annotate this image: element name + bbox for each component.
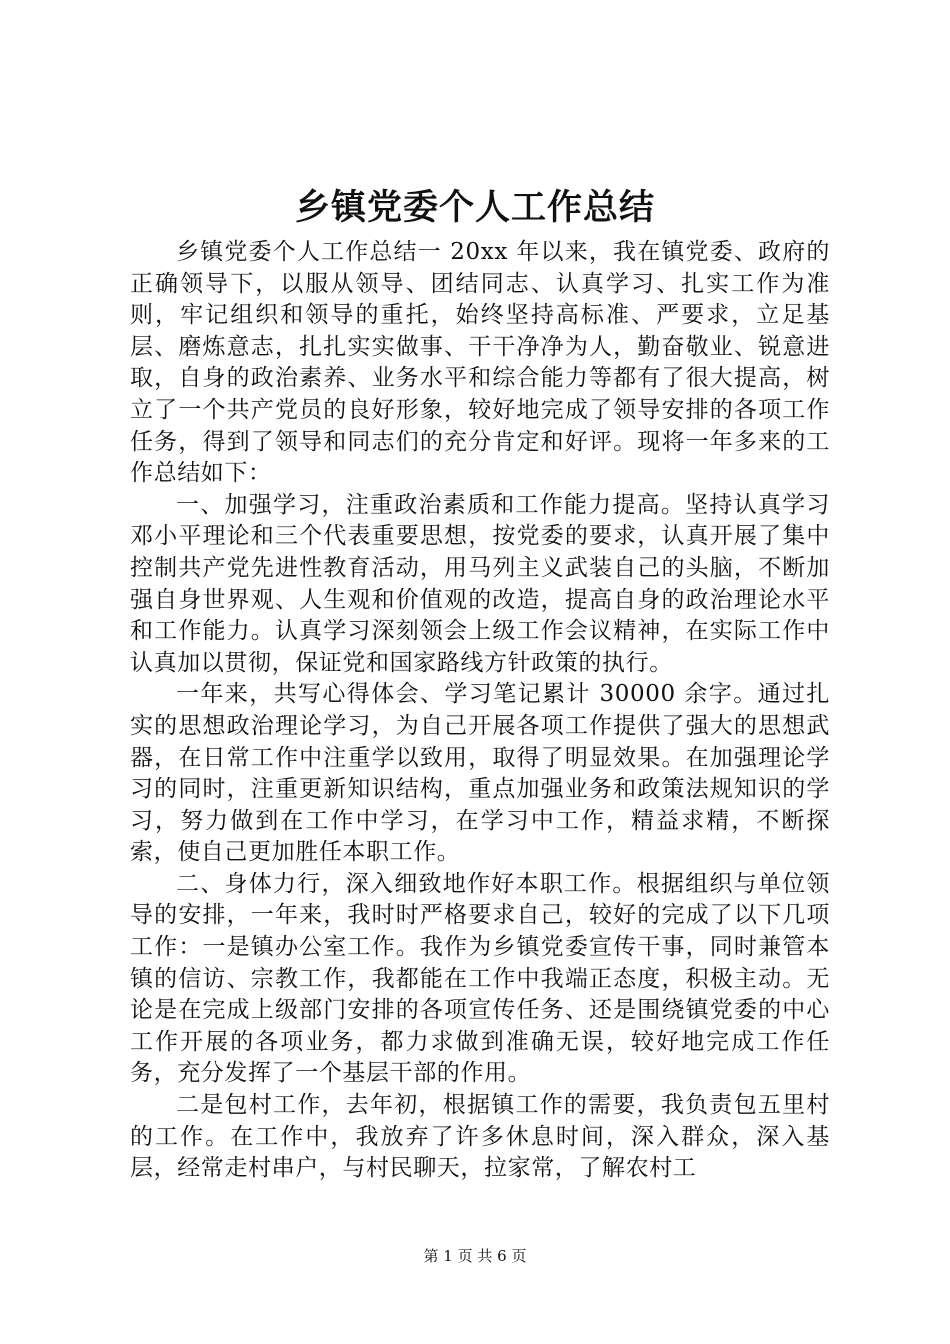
page-footer: 第 1 页 共 6 页 (423, 1247, 527, 1265)
paragraph-section-two: 二、身体力行，深入细致地作好本职工作。根据组织与单位领导的安排，一年来，我时时严格要求自己，较好的完成了以下几项工作：一是镇办公室工作。我作为乡镇党委宣传干事，同时兼管本镇的信访、宗教工作，我都能在工作中我端正态度，积极主动。无论是在完成上级部门安排的各项宣传任务、还是围绕镇党委的中心工作开展的各项业务，都力求做到准确无误，较好地完成工作任务，充分发挥了一个基层干部的作用。 (130, 870, 830, 1087)
document-body (130, 237, 830, 1185)
paragraph-village-work: 二是包村工作，去年初，根据镇工作的需要，我负责包五里村的工作。在工作中，我放弃了许多休息时间，深入群众，深入基层，经常走村串户，与村民聊天，拉家常，了解农村工 (130, 1092, 830, 1182)
paragraph-section-one: 一、加强学习，注重政治素质和工作能力提高。坚持认真学习邓小平理论和三个代表重要思想，按党委的要求，认真开展了集中控制共产党先进性教育活动，用马列主义武装自己的头脑，不断加强自身世界观、人生观和价值观的改造，提高自身的政治理论水平和工作能力。认真学习深刻领会上级工作会议精神，在实际工作中认真加以贯彻，保证党和国家路线方针政策的执行。 (130, 491, 830, 676)
paragraph-study-results: 一年来，共写心得体会、学习笔记累计 30000 余字。通过扎实的思想政治理论学习，为自己开展各项工作提供了强大的思想武器，在日常工作中注重学以致用，取得了明显效果。在加强理论学习的同时，注重更新知识结构，重点加强业务和政策法规知识的学习，努力做到在工作中学习，在学习中工作，精益求精，不断探索，使自己更加胜任本职工作。 (130, 681, 830, 866)
document-title: 乡镇党委个人工作总结 (294, 188, 655, 228)
paragraph-intro: 乡镇党委个人工作总结一 20xx 年以来，我在镇党委、政府的正确领导下，以服从领导、团结同志、认真学习、扎实工作为准则，牢记组织和领导的重托，始终坚持高标准、严要求，立足基层、磨炼意志，扎扎实实做事、干干净净为人，勤奋敬业、锐意进取，自身的政治素养、业务水平和综合能力等都有了很大提高，树立了一个共产党员的良好形象，较好地完成了领导安排的各项工作任务，得到了领导和同志们的充分肯定和好评。现将一年多来的工作总结如下： (130, 239, 830, 487)
